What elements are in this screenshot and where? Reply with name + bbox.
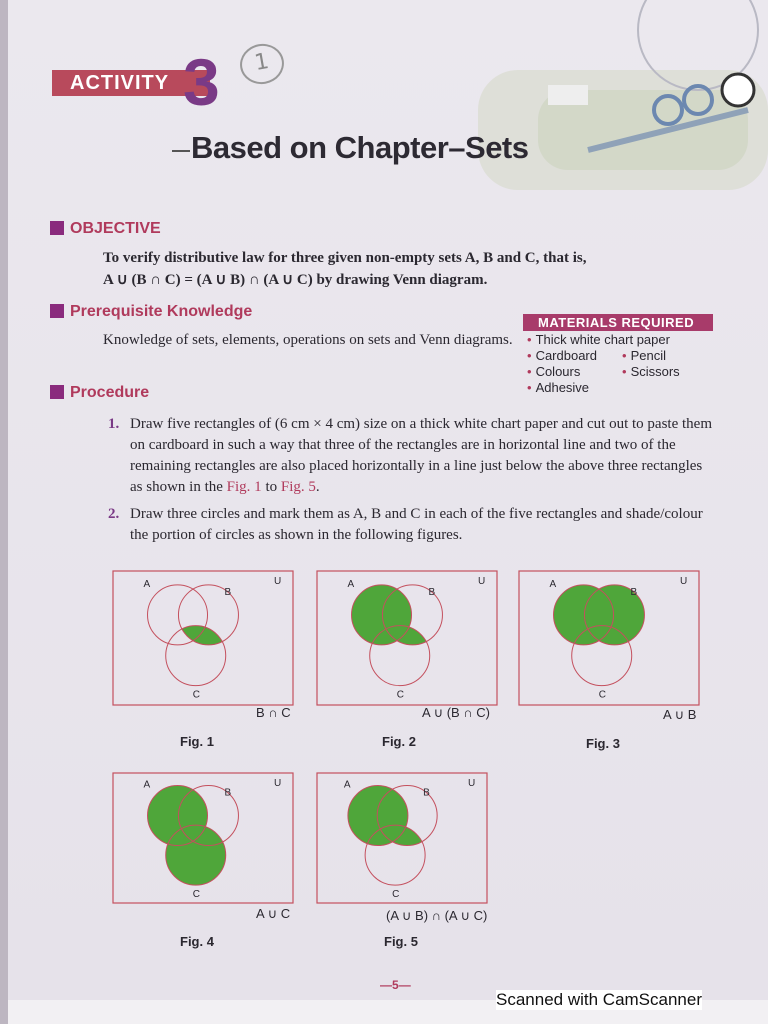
universal-set-label: U bbox=[274, 778, 282, 789]
set-c-label: C bbox=[192, 889, 200, 901]
page-number: —5— bbox=[380, 978, 411, 992]
objective-line-1: To verify distributive law for three given non-empty sets A, B and C, that is, bbox=[103, 250, 587, 266]
venn-figure-2 bbox=[316, 570, 498, 706]
heading-square-icon bbox=[50, 385, 64, 399]
step-number: 1. bbox=[108, 416, 120, 432]
procedure-steps bbox=[108, 414, 718, 552]
figure-caption: A ∪ B bbox=[663, 707, 697, 722]
material-item: • Scissors bbox=[622, 364, 680, 379]
set-a-label: A bbox=[549, 578, 557, 590]
figure-label: Fig. 3 bbox=[586, 736, 620, 751]
stationery-decoration bbox=[468, 0, 768, 200]
figure-label: Fig. 5 bbox=[384, 934, 418, 949]
venn-diagram bbox=[316, 570, 498, 706]
material-item: • Thick white chart paper bbox=[527, 332, 670, 347]
heading-square-icon bbox=[50, 304, 64, 318]
set-a-label: A bbox=[347, 578, 355, 590]
venn-diagram bbox=[112, 772, 294, 904]
heading-square-icon bbox=[50, 221, 64, 235]
step-text: Draw five rectangles of (6 cm × 4 cm) size on a thick white chart paper and cut out to paste them on cardboard in such a way that three of the rectangles are in horizontal line and two of the remaining rectangles are also placed horizontally in a line just below the above three rectangles as shown in the Fig. 1 to Fig. 5. bbox=[130, 416, 712, 495]
set-a-label: A bbox=[143, 578, 151, 590]
activity-banner: ACTIVITY bbox=[52, 70, 210, 96]
venn-figure-4 bbox=[112, 772, 294, 904]
figure-caption: A ∪ C bbox=[256, 906, 291, 921]
shaded-region bbox=[316, 570, 498, 706]
set-a-label: A bbox=[343, 779, 351, 791]
figure-label: Fig. 2 bbox=[382, 734, 416, 749]
venn-diagram bbox=[518, 570, 700, 706]
set-b-label: B bbox=[224, 787, 232, 799]
step-number: 2. bbox=[108, 506, 120, 522]
venn-figure-5 bbox=[316, 772, 488, 904]
universal-set-label: U bbox=[680, 576, 688, 587]
universal-set-label: U bbox=[468, 778, 476, 789]
fig-link: Fig. 1 bbox=[226, 479, 262, 495]
shaded-region bbox=[112, 570, 294, 706]
material-item: • Adhesive bbox=[527, 380, 590, 395]
textbook-page bbox=[8, 0, 768, 1000]
prerequisite-text: Knowledge of sets, elements, operations on sets and Venn diagrams. bbox=[103, 332, 513, 348]
venn-diagram bbox=[316, 772, 488, 904]
universal-set-label: U bbox=[478, 576, 486, 587]
prerequisite-heading bbox=[50, 303, 252, 321]
set-c-label: C bbox=[396, 689, 404, 701]
venn-diagram bbox=[112, 570, 294, 706]
procedure-heading bbox=[50, 384, 149, 402]
figure-caption: (A ∪ B) ∩ (A ∪ C) bbox=[386, 908, 488, 923]
handwritten-note: 1 bbox=[237, 40, 287, 87]
circle-a bbox=[148, 585, 208, 645]
fig-link: Fig. 5 bbox=[280, 479, 316, 495]
figure-label: Fig. 1 bbox=[180, 734, 214, 749]
procedure-step bbox=[108, 414, 718, 498]
set-b-label: B bbox=[224, 586, 232, 598]
objective-text bbox=[103, 247, 723, 291]
procedure-heading-text: Procedure bbox=[70, 384, 150, 401]
step-text: Draw three circles and mark them as A, B and C in each of the five rectangles and shade/colour the portion of circles as shown in the following figures. bbox=[130, 506, 703, 543]
venn-figure-1 bbox=[112, 570, 294, 706]
figure-label: Fig. 4 bbox=[180, 934, 214, 949]
material-item: • Colours bbox=[527, 364, 581, 379]
set-c-label: C bbox=[392, 889, 400, 901]
material-item: • Pencil bbox=[622, 348, 666, 363]
universal-set-label: U bbox=[274, 576, 282, 587]
set-c-label: C bbox=[598, 689, 606, 701]
material-item: • Cardboard bbox=[527, 348, 597, 363]
set-a-label: A bbox=[143, 779, 151, 791]
figure-caption: B ∩ C bbox=[256, 705, 291, 720]
set-b-label: B bbox=[423, 787, 430, 799]
prerequisite-heading-text: Prerequisite Knowledge bbox=[70, 303, 253, 320]
venn-figure-3 bbox=[518, 570, 700, 706]
figure-caption: A ∪ (B ∩ C) bbox=[422, 705, 490, 720]
page-title: Based on Chapter–Sets bbox=[191, 130, 529, 165]
set-b-label: B bbox=[630, 586, 638, 598]
page-edge bbox=[0, 0, 8, 1024]
materials-box bbox=[523, 314, 713, 396]
camscanner-watermark: Scanned with CamScanner bbox=[496, 990, 703, 1009]
set-b-label: B bbox=[428, 586, 436, 598]
objective-line-2: A ∪ (B ∩ C) = (A ∪ B) ∩ (A ∪ C) by drawing Venn diagram. bbox=[103, 272, 488, 288]
objective-heading-text: OBJECTIVE bbox=[70, 220, 161, 237]
activity-number: 3 bbox=[183, 45, 220, 119]
title-dash bbox=[172, 150, 190, 152]
materials-heading: MATERIALS REQUIRED bbox=[523, 314, 713, 331]
procedure-step bbox=[108, 504, 718, 546]
objective-heading bbox=[50, 220, 161, 238]
materials-list bbox=[527, 332, 713, 396]
set-c-label: C bbox=[192, 689, 200, 701]
